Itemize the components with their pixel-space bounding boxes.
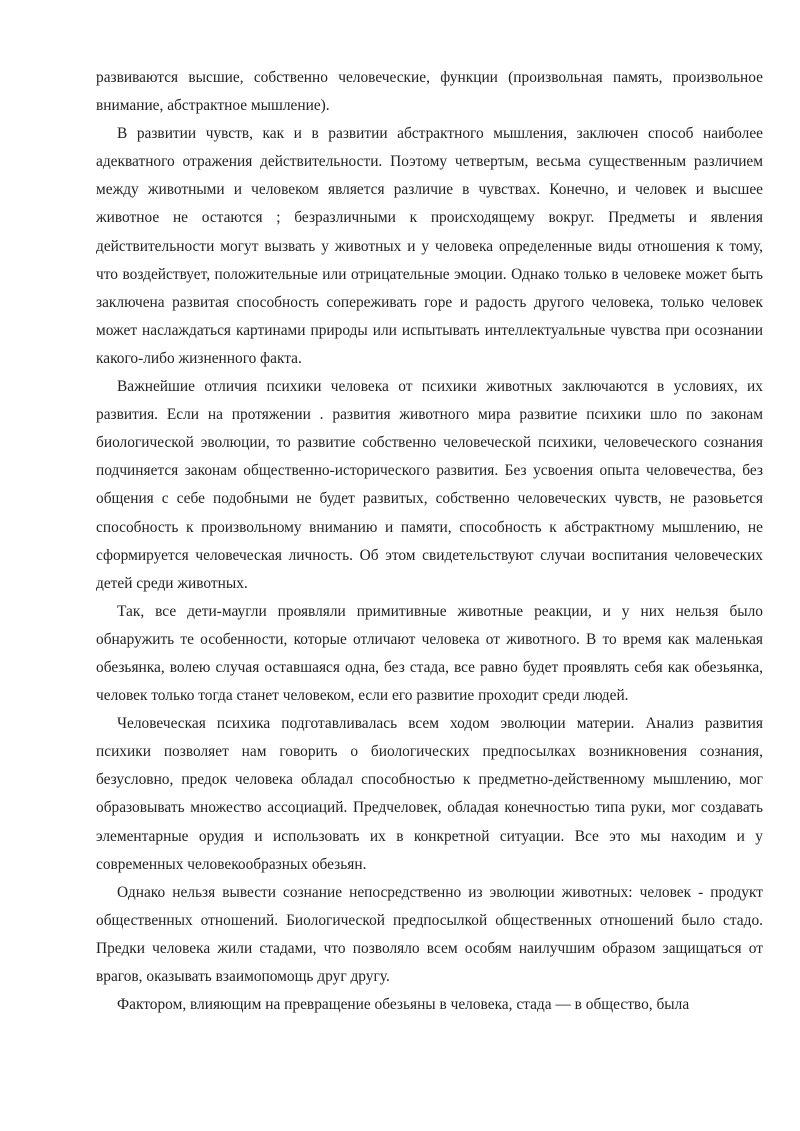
paragraph-6: Однако нельзя вывести сознание непосредственно из эволюции животных: человек - продукт общественных отношений. Биологической предпосылкой общественных отношений было стадо. Предки человека жили стадами, что позволяло всем особям наилучшим образом защищаться от врагов, оказывать взаимопомощь друг другу. [96,883,763,985]
document-page [96,64,763,1019]
paragraph-1: развиваются высшие, собственно человеческие, функции (произвольная память, произвольное внимание, абстрактное мышление). [96,69,763,115]
paragraph-2: В развитии чувств, как и в развитии абстрактного мышления, заключен способ наиболее адекватного отражения действительности. Поэтому четвертым, весьма существенным различием между животными и человеком является различие в чувствах. Конечно, и человек и высшее животное не остаются ; безразличными к происходящему вокруг. Предметы и явления действительности могут вызвать у животных и у человека определенные виды отношения к тому, что воздействует, положительные или отрицательные эмоции. Однако только в человеке может быть заключена развитая способность сопереживать горе и радость другого человека, только человек может наслаждаться картинами природы или испытывать интеллектуальные чувства при осознании какого-либо жизненного факта. [96,125,763,367]
paragraph-4: Так, все дети-маугли проявляли примитивные животные реакции, и у них нельзя было обнаружить те особенности, которые отличают человека от животного. В то время как маленькая обезьянка, волею случая оставшаяся одна, без стада, все равно будет проявлять себя как обезьянка, человек только тогда станет человеком, если его развитие проходит среди людей. [96,602,763,705]
paragraph-5: Человеческая психика подготавливалась всем ходом эволюции материи. Анализ развития психики позволяет нам говорить о биологических предпосылках возникновения сознания, безусловно, предок человека обладал способностью к предметно-действенному мышлению, мог образовывать множество ассоциаций. Предчеловек, обладая конечностью типа руки, мог создавать элементарные орудия и использовать их в конкретной ситуации. Все это мы находим и у современных человекообразных обезьян. [96,715,763,873]
paragraph-3: Важнейшие отличия психики человека от психики животных заключаются в условиях, их развития. Если на протяжении . развития животного мира развитие психики шло по законам биологической эволюции, то развитие собственно человеческой психики, человеческого сознания подчиняется законам общественно-исторического развития. Без усвоения опыта человечества, без общения с себе подобными не будет развитых, собственно человеческих чувств, не разовьется способность к произвольному вниманию и памяти, способность к абстрактному мышлению, не сформируется человеческая личность. Об этом свидетельствуют случаи воспитания человеческих детей среди животных. [96,378,763,592]
paragraph-7: Фактором, влияющим на превращение обезьяны в человека, стада — в общество, была [117,996,690,1014]
